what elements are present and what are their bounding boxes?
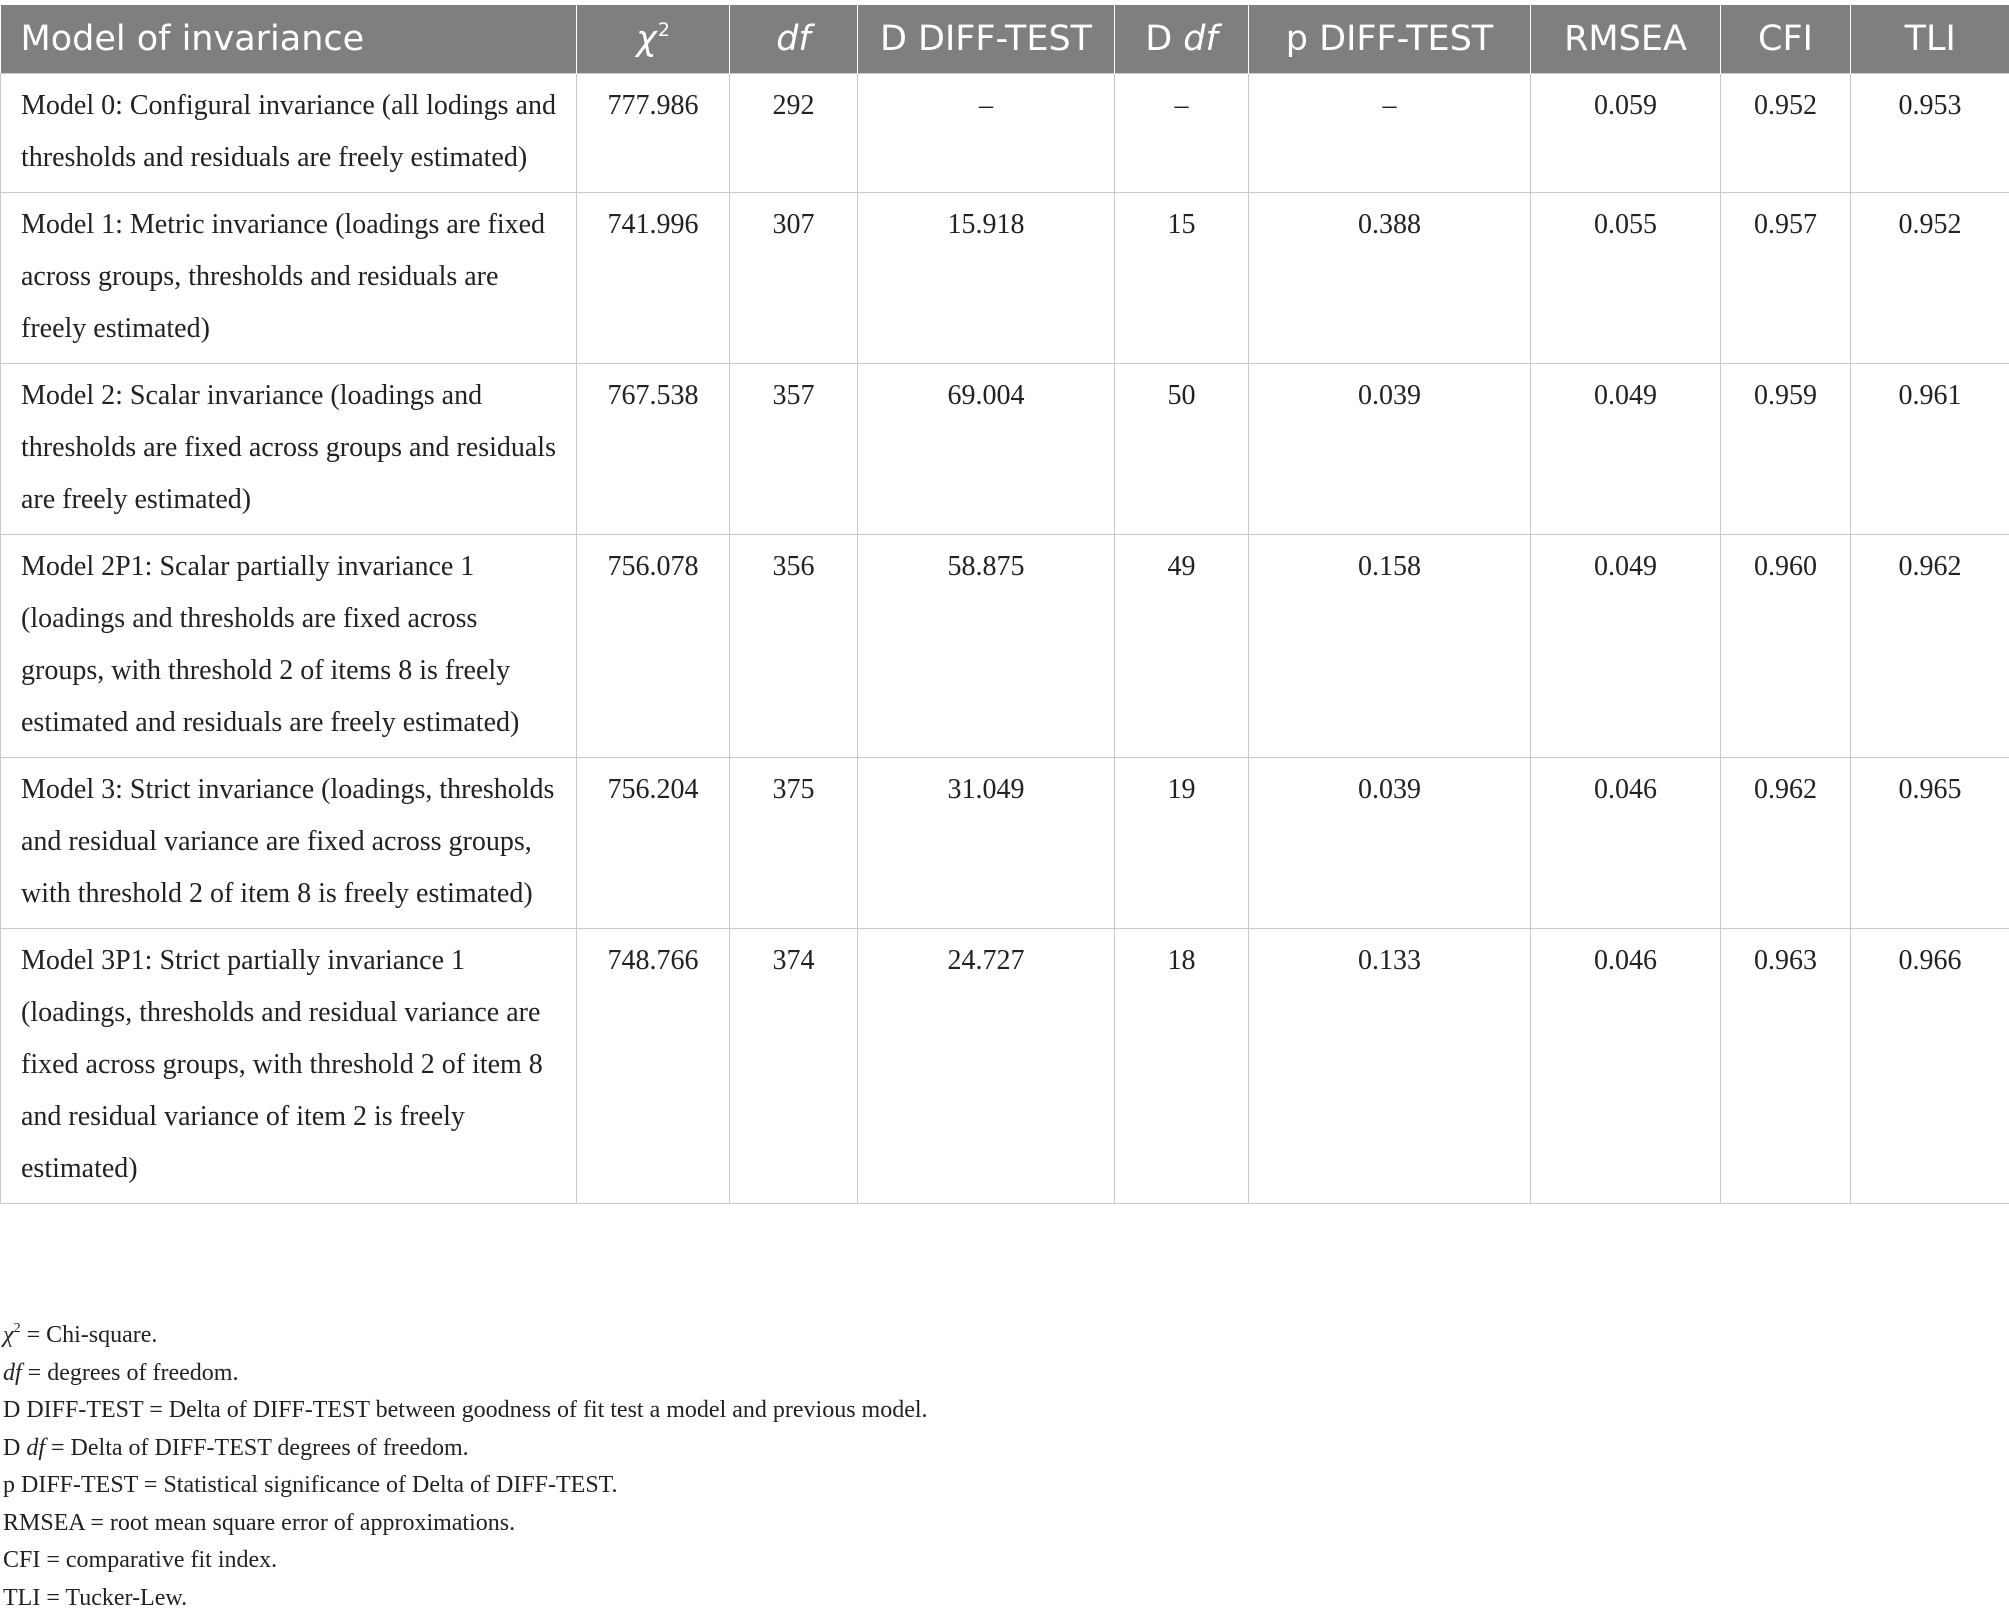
- cell-p-diff-test: 0.133: [1249, 929, 1531, 1204]
- header-d-df: D df: [1115, 5, 1249, 74]
- footnote-p-diff-test: p DIFF-TEST = Statistical significance of Delta of DIFF-TEST.: [3, 1467, 928, 1505]
- header-tli: TLI: [1851, 5, 2009, 74]
- cell-d-df: 15: [1115, 193, 1249, 364]
- cell-cfi: 0.952: [1721, 74, 1851, 193]
- table-header: [1, 5, 2009, 74]
- table-row: [1, 929, 2009, 1204]
- cell-model: Model 3P1: Strict partially invariance 1 (loadings, thresholds and residual variance are fixed across groups, with threshold 2 of item 8 and residual variance of item 2 is freely estimated): [1, 929, 577, 1204]
- cell-tli: 0.952: [1851, 193, 2009, 364]
- cell-rmsea: 0.049: [1531, 535, 1721, 758]
- table-row: [1, 193, 2009, 364]
- cell-cfi: 0.960: [1721, 535, 1851, 758]
- header-d-diff-test: D DIFF-TEST: [858, 5, 1115, 74]
- cell-p-diff-test: 0.039: [1249, 364, 1531, 535]
- cell-rmsea: 0.046: [1531, 929, 1721, 1204]
- cell-cfi: 0.959: [1721, 364, 1851, 535]
- cell-df: 292: [730, 74, 858, 193]
- table-row: [1, 758, 2009, 929]
- cell-tli: 0.953: [1851, 74, 2009, 193]
- cell-d-df: 18: [1115, 929, 1249, 1204]
- cell-chi-square: 756.204: [577, 758, 730, 929]
- cell-tli: 0.962: [1851, 535, 2009, 758]
- cell-cfi: 0.957: [1721, 193, 1851, 364]
- table-footnotes: [3, 1310, 928, 1617]
- cell-d-diff-test: 58.875: [858, 535, 1115, 758]
- cell-df: 357: [730, 364, 858, 535]
- cell-cfi: 0.962: [1721, 758, 1851, 929]
- invariance-table: [0, 5, 2009, 1204]
- cell-chi-square: 756.078: [577, 535, 730, 758]
- cell-model: Model 3: Strict invariance (loadings, thresholds and residual variance are fixed across groups, with threshold 2 of item 8 is freely estimated): [1, 758, 577, 929]
- cell-df: 375: [730, 758, 858, 929]
- table-body: [1, 74, 2009, 1204]
- cell-tli: 0.965: [1851, 758, 2009, 929]
- header-p-diff-test: p DIFF-TEST: [1249, 5, 1531, 74]
- cell-chi-square: 748.766: [577, 929, 730, 1204]
- header-df: df: [730, 5, 858, 74]
- cell-rmsea: 0.059: [1531, 74, 1721, 193]
- header-model: Model of invariance: [1, 5, 577, 74]
- table-row: [1, 74, 2009, 193]
- cell-d-diff-test: 69.004: [858, 364, 1115, 535]
- cell-d-df: 19: [1115, 758, 1249, 929]
- cell-p-diff-test: 0.158: [1249, 535, 1531, 758]
- cell-model: Model 1: Metric invariance (loadings are fixed across groups, thresholds and residuals are freely estimated): [1, 193, 577, 364]
- cell-p-diff-test: 0.388: [1249, 193, 1531, 364]
- cell-tli: 0.961: [1851, 364, 2009, 535]
- footnote-chi-square: $\chi^2$ = Chi-square.: [3, 1310, 928, 1355]
- header-rmsea: RMSEA: [1531, 5, 1721, 74]
- cell-d-diff-test: –: [858, 74, 1115, 193]
- cell-d-diff-test: 31.049: [858, 758, 1115, 929]
- header-cfi: CFI: [1721, 5, 1851, 74]
- cell-rmsea: 0.046: [1531, 758, 1721, 929]
- cell-cfi: 0.963: [1721, 929, 1851, 1204]
- cell-p-diff-test: 0.039: [1249, 758, 1531, 929]
- footnote-df: df = degrees of freedom.: [3, 1355, 928, 1393]
- header-chi-square: $\chi^2$: [577, 5, 730, 74]
- footnote-d-df: D df = Delta of DIFF-TEST degrees of freedom.: [3, 1430, 928, 1468]
- table-row: [1, 535, 2009, 758]
- cell-p-diff-test: –: [1249, 74, 1531, 193]
- cell-d-diff-test: 24.727: [858, 929, 1115, 1204]
- cell-chi-square: 777.986: [577, 74, 730, 193]
- cell-chi-square: 767.538: [577, 364, 730, 535]
- table-row: [1, 364, 2009, 535]
- cell-df: 374: [730, 929, 858, 1204]
- cell-rmsea: 0.055: [1531, 193, 1721, 364]
- cell-d-diff-test: 15.918: [858, 193, 1115, 364]
- cell-d-df: –: [1115, 74, 1249, 193]
- cell-d-df: 50: [1115, 364, 1249, 535]
- footnote-tli: TLI = Tucker-Lew.: [3, 1580, 928, 1617]
- cell-model: Model 2P1: Scalar partially invariance 1 (loadings and thresholds are fixed across groups, with threshold 2 of items 8 is freely estimated and residuals are freely estimated): [1, 535, 577, 758]
- cell-tli: 0.966: [1851, 929, 2009, 1204]
- cell-df: 356: [730, 535, 858, 758]
- cell-model: Model 0: Configural invariance (all lodings and thresholds and residuals are freely estimated): [1, 74, 577, 193]
- cell-model: Model 2: Scalar invariance (loadings and thresholds are fixed across groups and residuals are freely estimated): [1, 364, 577, 535]
- cell-d-df: 49: [1115, 535, 1249, 758]
- footnote-d-diff-test: D DIFF-TEST = Delta of DIFF-TEST between goodness of fit test a model and previous model.: [3, 1392, 928, 1430]
- cell-df: 307: [730, 193, 858, 364]
- cell-chi-square: 741.996: [577, 193, 730, 364]
- footnote-cfi: CFI = comparative fit index.: [3, 1542, 928, 1580]
- footnote-rmsea: RMSEA = root mean square error of approximations.: [3, 1505, 928, 1543]
- cell-rmsea: 0.049: [1531, 364, 1721, 535]
